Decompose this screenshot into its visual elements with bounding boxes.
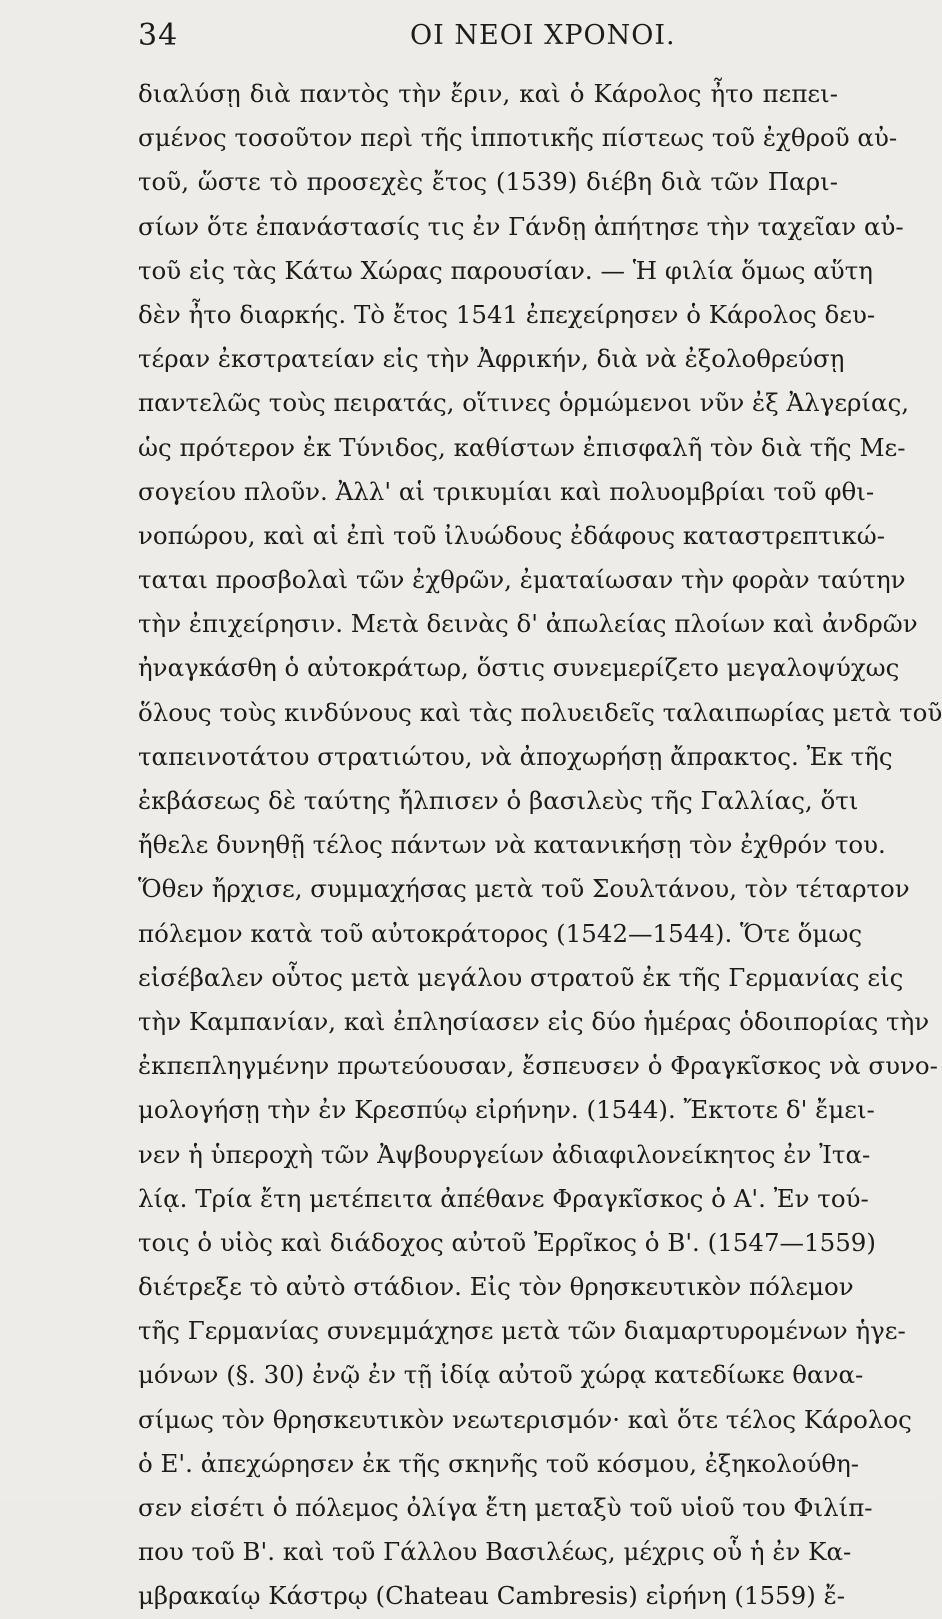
text-line: νοπώρου, καὶ αἱ ἐπὶ τοῦ ἰλυώδους ἐδάφους καταστρεπτικώ- xyxy=(138,520,885,550)
text-line: τέραν ἐκστρατείαν εἰς τὴν Ἀφρικήν, διὰ νὰ ἐξολοθρεύσῃ xyxy=(138,344,845,374)
text-line: μόνων (§. 30) ἐνῷ ἐν τῇ ἰδίᾳ αὐτοῦ χώρᾳ κατεδίωκε θανα- xyxy=(138,1360,864,1390)
text-line: σεν εἰσέτι ὁ πόλεμος ὀλίγα ἔτη μεταξὺ τοῦ υἱοῦ του Φιλίπ- xyxy=(138,1493,873,1522)
text-line: πόλεμον κατὰ τοῦ αὐτοκράτορος (1542—1544). Ὅτε ὅμως xyxy=(138,918,863,948)
text-line: σμένος τοσοῦτον περὶ τῆς ἱπποτικῆς πίστεως τοῦ ἐχθροῦ αὐ- xyxy=(138,123,898,153)
text-line: τοῦ εἰς τὰς Κάτω Χώρας παρουσίαν. — Ἡ φιλία ὅμως αὕτη xyxy=(138,255,873,285)
text-line: νεν ἡ ὑπεροχὴ τῶν Ἀψβουργείων ἀδιαφιλονείκητος ἐν Ἰτα- xyxy=(138,1139,871,1169)
text-line: ἐκβάσεως δὲ ταύτης ἤλπισεν ὁ βασιλεὺς τῆς Γαλλίας, ὅτι xyxy=(138,786,859,815)
text-line: που τοῦ Β'. καὶ τοῦ Γάλλου Βασιλέως, μέχρις οὗ ἡ ἐν Κα- xyxy=(138,1537,852,1567)
running-title: ΟΙ ΝΕΟΙ ΧΡΟΝΟΙ. xyxy=(410,20,676,51)
text-line: ταπεινοτάτου στρατιώτου, νὰ ἀποχωρήσῃ ἄπρακτος. Ἐκ τῆς xyxy=(138,741,893,771)
text-line: ἤθελε δυνηθῇ τέλος πάντων νὰ κατανικήσῃ τὸν ἐχθρόν του. xyxy=(138,830,886,860)
text-line: σογείου πλοῦν. Ἀλλ' αἱ τρικυμίαι καὶ πολυομβρίαι τοῦ φθι- xyxy=(138,476,875,506)
text-line: διέτρεξε τὸ αὐτὸ στάδιον. Εἰς τὸν θρησκευτικὸν πόλεμον xyxy=(138,1272,854,1302)
text-line: ταται προσβολαὶ τῶν ἐχθρῶν, ἐματαίωσαν τὴν φορὰν ταύτην xyxy=(138,565,906,595)
text-line: μολογήσῃ τὴν ἐν Κρεσπύῳ εἰρήνην. (1544). Ἔκτοτε δ' ἔμει- xyxy=(138,1095,875,1125)
text-line: τοῦ, ὥστε τὸ προσεχὲς ἔτος (1539) διέβη διὰ τῶν Παρι- xyxy=(138,167,838,197)
text-line: εἰσέβαλεν οὗτος μετὰ μεγάλου στρατοῦ ἐκ τῆς Γερμανίας εἰς xyxy=(138,962,904,992)
page-header xyxy=(138,18,838,58)
text-line: τοις ὁ υἱὸς καὶ διάδοχος αὐτοῦ Ἐρρῖκος ὁ Β'. (1547—1559) xyxy=(138,1227,876,1257)
text-line: Ὅθεν ἤρχισε, συμμαχήσας μετὰ τοῦ Σουλτάνου, τὸν τέταρτον xyxy=(138,874,910,904)
text-line: ὅλους τοὺς κινδύνους καὶ τὰς πολυειδεῖς ταλαιπωρίας μετὰ τοῦ xyxy=(138,697,942,727)
text-line: δὲν ἦτο διαρκής. Τὸ ἔτος 1541 ἐπεχείρησεν ὁ Κάρολος δευ- xyxy=(138,299,876,329)
text-line: σίων ὅτε ἐπανάστασίς τις ἐν Γάνδῃ ἀπήτησε τὴν ταχεῖαν αὐ- xyxy=(138,211,904,241)
text-line: παντελῶς τοὺς πειρατάς, οἵτινες ὁρμώμενοι νῦν ἐξ Ἀλγερίας, xyxy=(138,388,910,418)
text-line: ἐκπεπληγμένην πρωτεύουσαν, ἔσπευσεν ὁ Φραγκῖσκος νὰ συνο- xyxy=(138,1051,938,1081)
text-line: ὁ Ε'. ἀπεχώρησεν ἐκ τῆς σκηνῆς τοῦ κόσμου, ἐξηκολούθη- xyxy=(138,1448,860,1478)
text-line: σίμως τὸν θρησκευτικὸν νεωτερισμόν· καὶ ὅτε τέλος Κάρολος xyxy=(138,1404,912,1434)
text-line: ὡς πρότερον ἐκ Τύνιδος, καθίστων ἐπισφαλῆ τὸν διὰ τῆς Με- xyxy=(138,432,906,462)
text-line: τὴν ἐπιχείρησιν. Μετὰ δεινὰς δ' ἀπωλείας πλοίων καὶ ἀνδρῶν xyxy=(138,609,918,639)
text-line: ἠναγκάσθη ὁ αὐτοκράτωρ, ὅστις συνεμερίζετο μεγαλοψύχως xyxy=(138,653,900,683)
text-line: λίᾳ. Τρία ἔτη μετέπειτα ἀπέθανε Φραγκῖσκος ὁ Α'. Ἐν τού- xyxy=(138,1183,869,1213)
text-line: τὴν Καμπανίαν, καὶ ἐπλησίασεν εἰς δύο ἡμέρας ὁδοιπορίας τὴν xyxy=(138,1006,930,1036)
body-text xyxy=(138,72,942,1619)
text-line: διαλύσῃ διὰ παντὸς τὴν ἔριν, καὶ ὁ Κάρολος ἦτο πεπει- xyxy=(138,79,838,108)
text-line: τῆς Γερμανίας συνεμμάχησε μετὰ τῶν διαμαρτυρομένων ἡγε- xyxy=(138,1316,906,1346)
text-line: μβρακαίῳ Κάστρῳ (Chateau Cambresis) εἰρήνη (1559) ἔ- xyxy=(138,1581,845,1611)
page-number: 34 xyxy=(138,18,179,53)
